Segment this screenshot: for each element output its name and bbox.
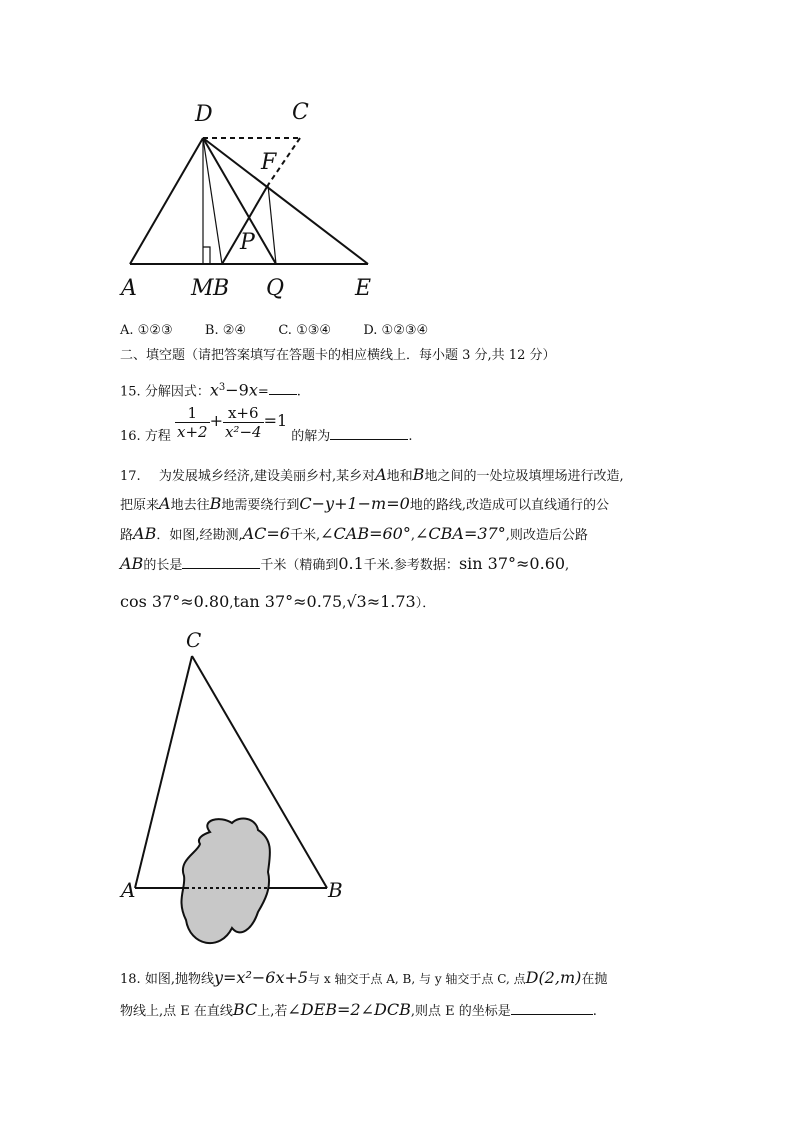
question-text: 的解为 [291, 429, 331, 444]
text: 上,若 [257, 1004, 288, 1019]
text: 为发展城乡经济,建设美丽乡村,某乡对 [158, 469, 376, 484]
text: 物线上,点 E 在直线 [120, 1004, 233, 1019]
landfill-blob [181, 819, 269, 944]
text: 千米（精确到 [260, 558, 339, 573]
text: 把原来 [120, 498, 160, 513]
label-A2: A [121, 878, 136, 902]
geometry-figure-1 [0, 0, 794, 320]
text: 地之间的一处垃圾填埋场进行改造, [424, 469, 624, 484]
question-18-line-1 [120, 968, 607, 990]
period: . [408, 429, 413, 444]
option-c: C. ①③④ [278, 323, 332, 338]
text: , [229, 596, 234, 611]
equals-sign: = [257, 384, 269, 400]
math-angle-CBA: ∠CBA=37° [415, 524, 506, 543]
question-17-line-5 [120, 592, 435, 614]
period: . [592, 1004, 597, 1019]
math-route: C−y+1−m=0 [299, 494, 410, 513]
text: 千米.参考数据： [363, 558, 459, 573]
geometry-figure-2 [0, 620, 794, 960]
text: ,则点 E 的坐标是 [410, 1004, 511, 1019]
segment-AC [135, 656, 192, 888]
text: ）． [415, 596, 436, 611]
answer-blank[interactable] [269, 382, 297, 395]
label-E: E [355, 276, 372, 301]
math-B: B [412, 465, 425, 484]
plus-sign: + [209, 411, 223, 430]
text: 地去往 [170, 498, 210, 513]
equals-one: =1 [263, 411, 288, 430]
math-AC: AC=6 [242, 524, 290, 543]
text: 在抛 [581, 972, 608, 987]
question-17-line-4 [120, 554, 569, 576]
label-B: B [213, 276, 230, 301]
denominator: x+2 [176, 423, 208, 441]
math-AB: AB [133, 524, 157, 543]
segment-DE [203, 138, 368, 264]
math-BC: BC [232, 1000, 258, 1019]
math-B: B [209, 494, 222, 513]
math-point-D: D(2,m) [525, 968, 582, 987]
segment-AD [130, 138, 203, 264]
answer-options [120, 321, 428, 341]
text: ．如图,经勘测, [156, 528, 243, 543]
math-var: x [248, 380, 258, 400]
label-P: P [240, 230, 255, 255]
math-precision: 0.1 [338, 554, 364, 573]
math-tan: tan 37°≈0.75 [233, 592, 343, 611]
math-A: A [375, 465, 387, 484]
text: 地需要绕行到 [221, 498, 300, 513]
question-number: 18. [120, 972, 141, 987]
math-cos: cos 37°≈0.80 [120, 592, 230, 611]
text: 路 [120, 528, 134, 543]
label-M: M [191, 276, 214, 301]
answer-blank[interactable] [330, 427, 408, 440]
question-number: 15. [120, 384, 141, 400]
label-Q: Q [266, 276, 285, 301]
denominator: x²−4 [224, 423, 262, 441]
segment-DB [203, 138, 222, 264]
math-angle-CAB: ∠CAB=60° [320, 524, 411, 543]
question-text: 分解因式： [144, 384, 210, 400]
text: , [342, 596, 347, 611]
label-F: F [261, 150, 277, 175]
option-d: D. ①②③④ [363, 323, 429, 338]
text: 与 x 轴交于点 A, B, 与 y 轴交于点 C, 点 [308, 972, 526, 986]
fraction-1 [175, 404, 210, 441]
question-17-line-1 [120, 465, 624, 487]
text: 地的路线,改造成可以直线通行的公 [409, 498, 609, 513]
text: 地和 [386, 469, 413, 484]
math-var: x [209, 380, 219, 400]
label-B2: B [328, 878, 343, 902]
math-sup: 3 [218, 382, 226, 393]
text: 千米, [289, 528, 321, 543]
question-18-line-2 [120, 1000, 597, 1022]
option-a: A. ①②③ [120, 323, 173, 338]
math-sin: sin 37°≈0.60 [458, 554, 566, 573]
math-op: −9 [225, 380, 249, 400]
section-heading: 二、填空题（请把答案填写在答题卡的相应横线上．每小题 3 分,共 12 分） [120, 348, 556, 363]
label-C: C [292, 100, 309, 125]
math-AB: AB [120, 554, 144, 573]
label-A: A [121, 276, 137, 301]
question-number: 17. [120, 469, 141, 484]
numerator: x+6 [223, 404, 264, 423]
question-15 [120, 378, 301, 402]
math-sqrt3: √3≈1.73 [346, 592, 416, 611]
period: . [296, 384, 301, 400]
answer-blank[interactable] [182, 556, 260, 569]
math-A: A [159, 494, 171, 513]
right-angle-mark [203, 247, 210, 264]
numerator: 1 [175, 404, 210, 423]
question-17-line-2 [120, 494, 609, 516]
question-text: 方程 [144, 429, 171, 444]
text: , [565, 558, 570, 573]
text: , [410, 528, 415, 543]
fraction-2 [223, 404, 264, 441]
question-16 [120, 404, 412, 456]
label-D: D [195, 102, 213, 127]
text: ,则改造后公路 [505, 528, 588, 543]
label-C2: C [186, 628, 202, 652]
option-b: B. ②④ [204, 323, 247, 338]
math-parabola: y=x²−6x+5 [213, 968, 309, 987]
answer-blank[interactable] [511, 1002, 593, 1015]
math-angle-relation: ∠DEB=2∠DCB [287, 1000, 411, 1019]
text: 如图,抛物线 [144, 972, 214, 987]
question-17-line-3 [120, 524, 588, 546]
text: 的长是 [143, 558, 183, 573]
question-number: 16. [120, 429, 141, 444]
